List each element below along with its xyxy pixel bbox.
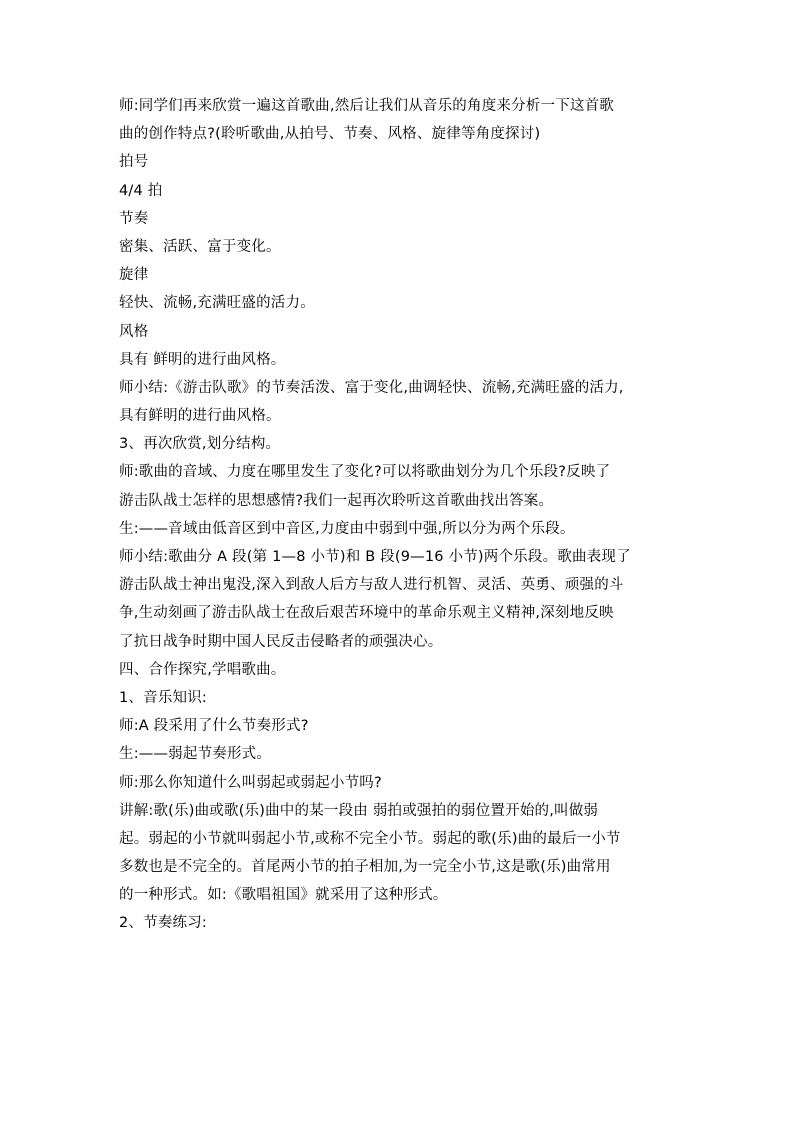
text-line: 4/4 拍 (119, 182, 163, 199)
text-line: 师小结:《游击队歌》的节奏活泼、富于变化,曲调轻快、流畅,充满旺盛的活力, (119, 379, 624, 396)
text-line: 曲的创作特点?(聆听歌曲,从拍号、节奏、风格、旋律等角度探讨) (119, 126, 541, 143)
text-line: 起。弱起的小节就叫弱起小节,或称不完全小节。弱起的歌(乐)曲的最后一小节 (119, 830, 621, 847)
text-line: 游击队战士神出鬼没,深入到敌人后方与敌人进行机智、灵活、英勇、顽强的斗 (119, 577, 624, 594)
text-line: 师:A 段采用了什么节奏形式? (119, 718, 309, 735)
text-line: 师:同学们再来欣赏一遍这首歌曲,然后让我们从音乐的角度来分析一下这首歌 (119, 98, 614, 114)
text-line: 生:——音域由低音区到中音区,力度由中弱到中强,所以分为两个乐段。 (119, 520, 575, 537)
text-line: 2、节奏练习: (119, 915, 208, 932)
text-line: 师:那么你知道什么叫弱起或弱起小节吗? (119, 774, 382, 791)
text-line: 旋律 (119, 267, 149, 284)
text-line: 讲解:歌(乐)曲或歌(乐)曲中的某一段由 弱拍或强拍的弱位置开始的,叫做弱 (119, 802, 599, 819)
text-line: 师小结:歌曲分 A 段(第 1—8 小节)和 B 段(9—16 小节)两个乐段。歌曲表现了 (119, 549, 631, 565)
document-body (119, 92, 679, 938)
text-line: 四、合作探究,学唱歌曲。 (119, 661, 286, 678)
text-line: 游击队战士怎样的思想感情?我们一起再次聆听这首歌曲找出答案。 (119, 492, 554, 509)
text-line: 1、音乐知识: (119, 689, 208, 706)
text-line: 3、再次欣赏,划分结构。 (119, 436, 281, 453)
text-line: 的一种形式。如:《歌唱祖国》就采用了这种形式。 (119, 887, 448, 904)
text-line: 多数也是不完全的。首尾两小节的拍子相加,为一完全小节,这是歌(乐)曲常用 (119, 859, 611, 876)
text-line: 具有 鲜明的进行曲风格。 (119, 351, 286, 368)
text-line: 节奏 (119, 210, 149, 227)
text-line: 争,生动刻画了游击队战士在敌后艰苦环境中的革命乐观主义精神,深刻地反映 (119, 605, 614, 622)
text-line: 密集、活跃、富于变化。 (119, 238, 281, 255)
text-line: 师:歌曲的音域、力度在哪里发生了变化?可以将歌曲划分为几个乐段?反映了 (119, 464, 611, 481)
text-line: 拍号 (119, 154, 149, 171)
text-line: 风格 (119, 323, 149, 340)
text-line: 生:——弱起节奏形式。 (119, 746, 272, 763)
text-line: 了抗日战争时期中国人民反击侵略者的顽强决心。 (119, 633, 443, 650)
text-line: 轻快、流畅,充满旺盛的活力。 (119, 295, 315, 312)
text-line: 具有鲜明的进行曲风格。 (119, 408, 281, 425)
